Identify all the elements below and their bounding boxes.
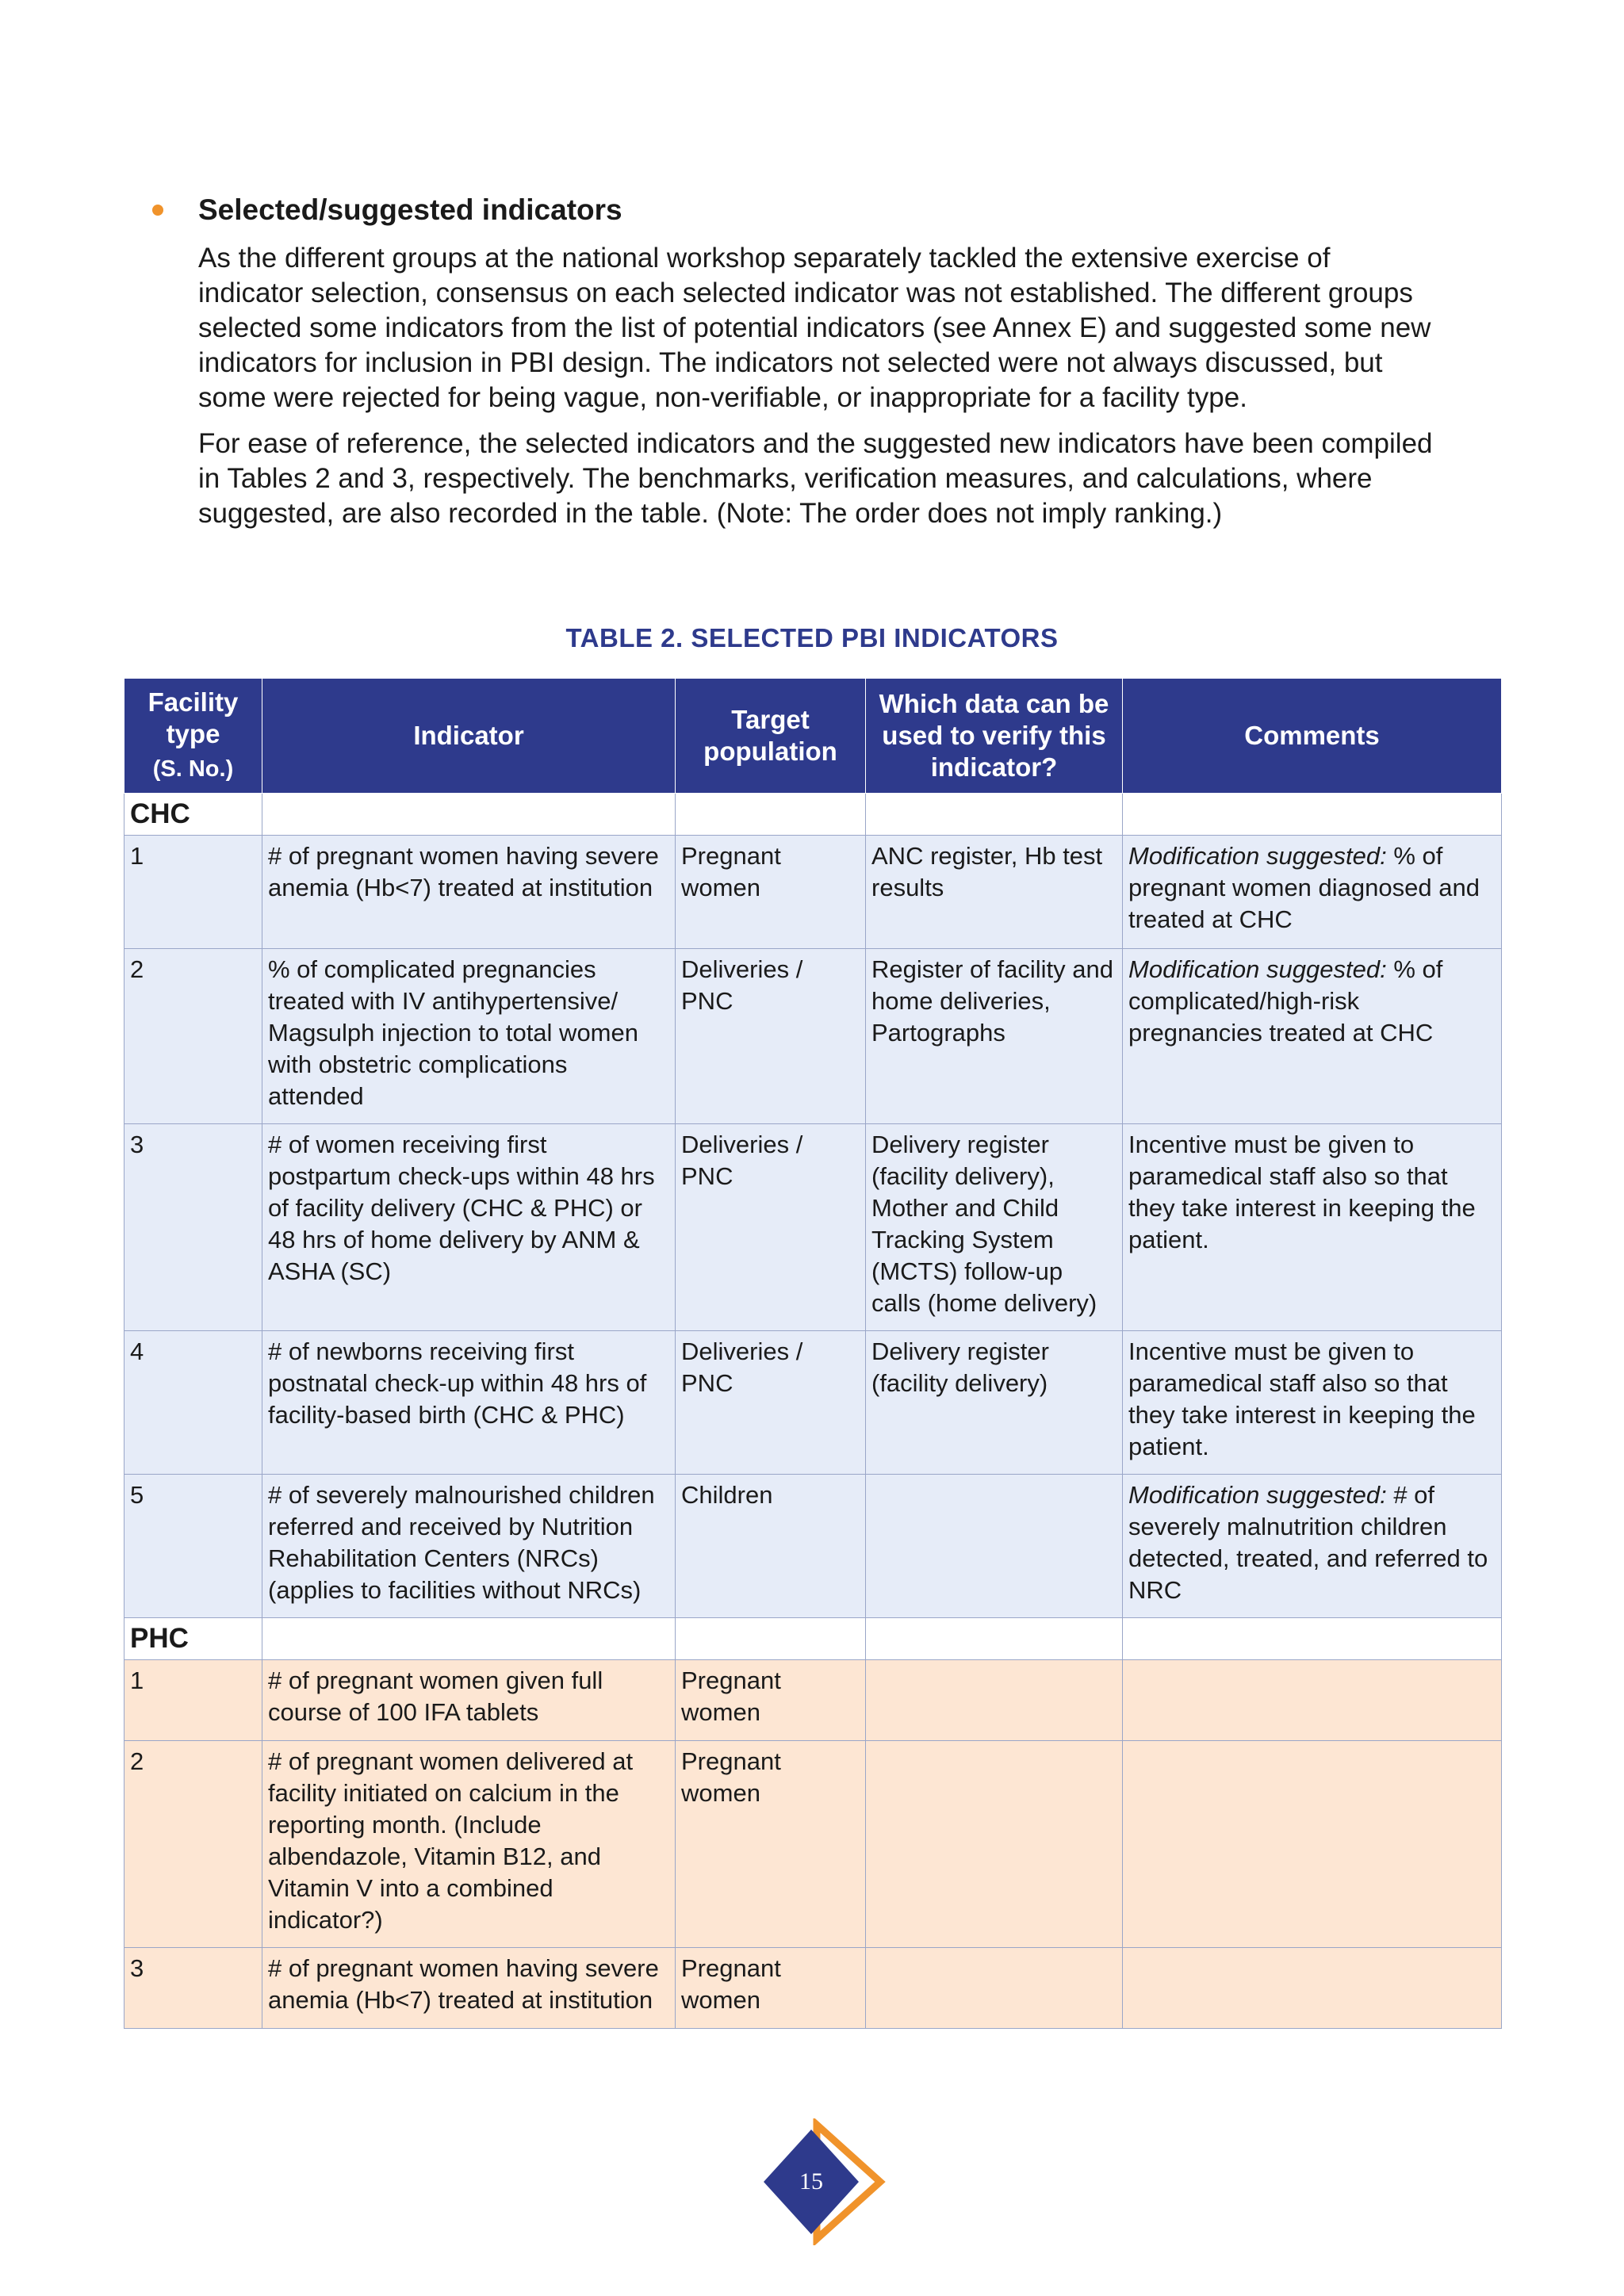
cell-verify <box>866 1475 1123 1618</box>
cell-sno: 3 <box>124 1948 262 2029</box>
comment-prefix: Modification suggested: <box>1128 842 1387 870</box>
table-row <box>124 1948 1502 2029</box>
table-header-row <box>124 679 1502 794</box>
table-row <box>124 1475 1502 1618</box>
indicators-section <box>198 190 1435 531</box>
cell-target: Deliveries / PNC <box>676 1124 866 1331</box>
section-heading: Selected/suggested indicators <box>198 193 622 226</box>
cell-verify: Delivery register (facility delivery) <box>866 1331 1123 1475</box>
paragraph: As the different groups at the national workshop separately tackled the extensive exercise of indicator selection, consensus on each selected indicator was not established. The different groups selected some indicators from the list of potential indicators (see Annex E) and suggested some new indicators for inclusion in PBI design. The indicators not selected were not always discussed, but some were rejected for being vague, non-verifiable, or inappropriate for a facility type. <box>198 243 1431 413</box>
comment-text: % of pregnant women diagnosed and treated at CHC <box>1128 842 1480 933</box>
cell-verify: Delivery register (facility delivery), Mother and Child Tracking System (MCTS) follow-up calls (home delivery) <box>866 1124 1123 1331</box>
comment-prefix: Modification suggested: <box>1128 1481 1387 1509</box>
group-label: CHC <box>124 794 262 836</box>
bullet-icon <box>152 205 163 216</box>
cell-sno: 1 <box>124 1660 262 1741</box>
comment-text: % of complicated/high-risk pregnancies treated at CHC <box>1128 955 1443 1047</box>
cell-verify <box>866 1948 1123 2029</box>
cell-target: Pregnant women <box>676 1660 866 1741</box>
header-target-population: Target population <box>676 679 866 794</box>
table-row <box>124 836 1502 949</box>
cell-target: Deliveries / PNC <box>676 949 866 1124</box>
cell-comment <box>1123 1948 1502 2029</box>
cell-verify <box>866 1660 1123 1741</box>
cell-target: Pregnant women <box>676 836 866 949</box>
cell-target: Deliveries / PNC <box>676 1331 866 1475</box>
cell-verify <box>866 1741 1123 1948</box>
header-comments: Comments <box>1123 679 1502 794</box>
table-row <box>124 1660 1502 1741</box>
comment-text: Incentive must be given to paramedical staff also so that they take interest in keeping the patient. <box>1128 1337 1476 1460</box>
cell-sno: 2 <box>124 949 262 1124</box>
table-row <box>124 1124 1502 1331</box>
cell-sno: 3 <box>124 1124 262 1331</box>
cell-verify: Register of facility and home deliveries, Partographs <box>866 949 1123 1124</box>
table-row <box>124 1331 1502 1475</box>
indicators-table <box>124 678 1502 2029</box>
cell-target: Children <box>676 1475 866 1618</box>
cell-comment <box>1123 1475 1502 1618</box>
comment-text: Incentive must be given to paramedical staff also so that they take interest in keeping the patient. <box>1128 1131 1476 1253</box>
cell-indicator: % of complicated pregnancies treated with IV antihypertensive/ Magsulph injection to total women with obstetric complications attended <box>262 949 676 1124</box>
table-row <box>124 949 1502 1124</box>
cell-verify: ANC register, Hb test results <box>866 836 1123 949</box>
cell-comment <box>1123 1660 1502 1741</box>
header-facility-type: Facility type (S. No.) <box>124 679 262 794</box>
cell-comment <box>1123 1124 1502 1331</box>
cell-indicator: # of pregnant women delivered at facility initiated on calcium in the reporting month. (Include albendazole, Vitamin B12, and Vitamin V into a combined indicator?) <box>262 1741 676 1948</box>
page-number: 15 <box>799 2168 823 2195</box>
cell-sno: 5 <box>124 1475 262 1618</box>
cell-sno: 1 <box>124 836 262 949</box>
comment-prefix: Modification suggested: <box>1128 955 1387 983</box>
header-indicator: Indicator <box>262 679 676 794</box>
cell-indicator: # of pregnant women having severe anemia (Hb<7) treated at institution <box>262 836 676 949</box>
cell-target: Pregnant women <box>676 1741 866 1948</box>
cell-indicator: # of pregnant women having severe anemia (Hb<7) treated at institution <box>262 1948 676 2029</box>
cell-indicator: # of severely malnourished children referred and received by Nutrition Rehabilitation Centers (NRCs) (applies to facilities without NRCs) <box>262 1475 676 1618</box>
group-row-phc <box>124 1618 1502 1660</box>
comment-text: # of severely malnutrition children detected, treated, and referred to NRC <box>1128 1481 1488 1604</box>
cell-sno: 4 <box>124 1331 262 1475</box>
header-verification: Which data can be used to verify this indicator? <box>866 679 1123 794</box>
cell-comment <box>1123 836 1502 949</box>
cell-indicator: # of women receiving first postpartum check-ups within 48 hrs of facility delivery (CHC & PHC) or 48 hrs of home delivery by ANM & ASHA (SC) <box>262 1124 676 1331</box>
section-heading-line <box>198 190 1435 230</box>
table-row <box>124 1741 1502 1948</box>
table-caption: TABLE 2. SELECTED PBI INDICATORS <box>565 623 1059 652</box>
cell-sno: 2 <box>124 1741 262 1948</box>
paragraph: For ease of reference, the selected indicators and the suggested new indicators have been compiled in Tables 2 and 3, respectively. The benchmarks, verification measures, and calculations, where suggested, are also recorded in the table. (Note: The order does not imply ranking.) <box>198 428 1433 529</box>
cell-comment <box>1123 949 1502 1124</box>
group-row-chc <box>124 794 1502 836</box>
header-sno: (S. No.) <box>152 756 234 782</box>
cell-comment <box>1123 1331 1502 1475</box>
cell-indicator: # of newborns receiving first postnatal check-up within 48 hrs of facility-based birth (CHC & PHC) <box>262 1331 676 1475</box>
cell-target: Pregnant women <box>676 1948 866 2029</box>
group-label: PHC <box>124 1618 262 1660</box>
cell-indicator: # of pregnant women given full course of 100 IFA tablets <box>262 1660 676 1741</box>
page-number-badge <box>760 2118 887 2245</box>
cell-comment <box>1123 1741 1502 1948</box>
